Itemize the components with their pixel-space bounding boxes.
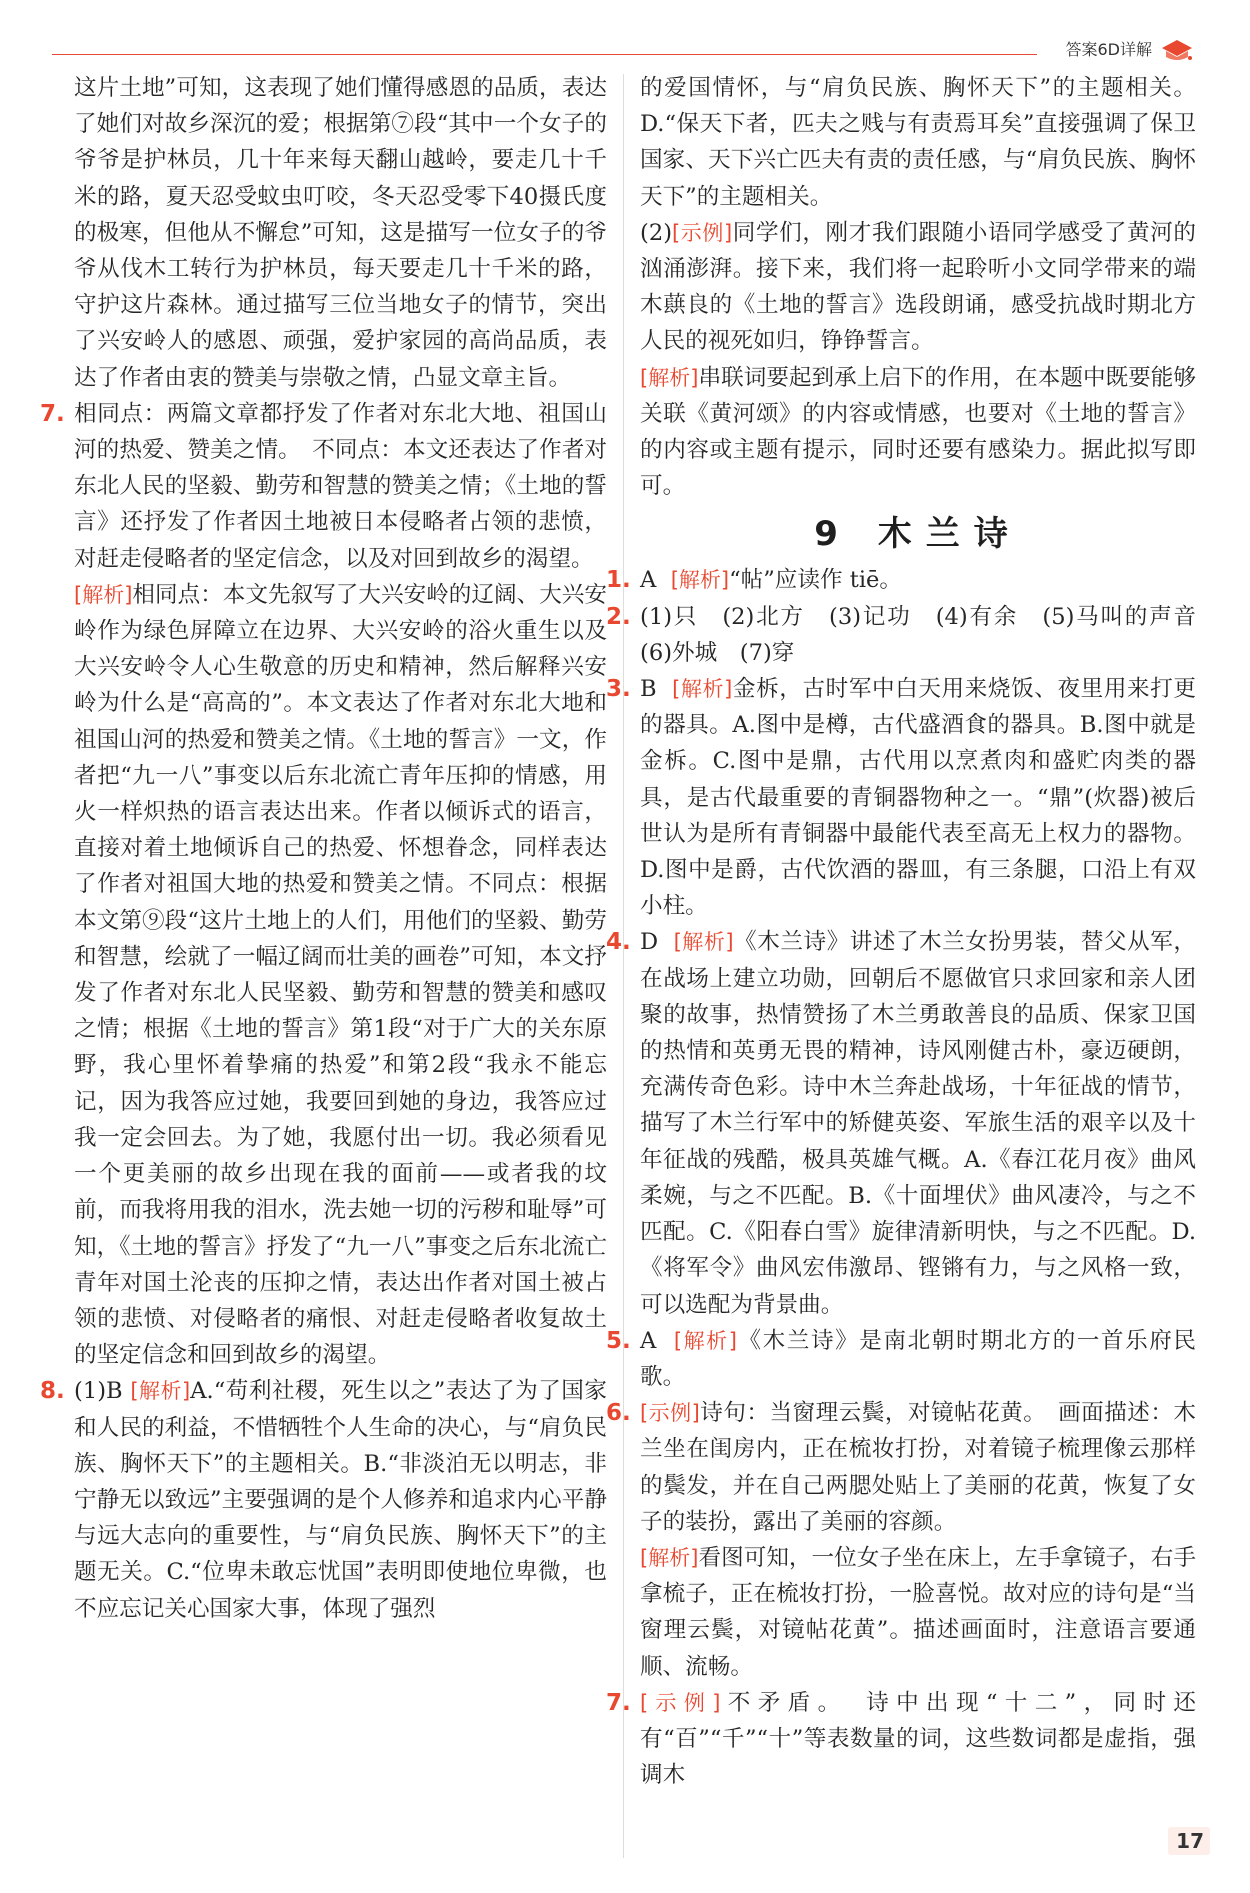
analysis-text: A.“苟利社稷，死生以之”表达了为了国家和人民的利益，不惜牺牲个人生命的决心，与“肩负民族、胸怀天下”的主题相关。B.“非淡泊无以明志，非宁静无以致远”主要强调的是个人修养和追求内心平静与远大志向的重要性，与“肩负民族、胸怀天下”的主题无关。C.“位卑未敢忘忧国”表明即使地位卑微，也不应忘记关心国家大事，体现了强烈 bbox=[74, 1378, 607, 1622]
left-column bbox=[40, 70, 607, 1627]
analysis-text: “帖”应读作 tiē。 bbox=[729, 567, 903, 594]
example-tag: [示例] bbox=[640, 1401, 700, 1426]
section-title: 9 木兰诗 bbox=[814, 514, 1022, 555]
header-label-text: 答案6D详解 bbox=[1065, 40, 1152, 59]
analysis-text: 相同点：本文先叙写了大兴安岭的辽阔、大兴安岭作为绿色屏障立在边界、大兴安岭的浴火重生以及大兴安岭令人心生敬意的历史和精神，然后解释兴安岭为什么是“高高的”。本文表达了作者对东北大地和祖国山河的热爱和赞美之情。《土地的誓言》一文，作者把“九一八”事变以后东北流亡青年压抑的情感，用火一样炽热的语言表达出来。作者以倾诉式的语言，直接对着土地倾诉自己的热爱、怀想眷念，同样表达了作者对祖国大地的热爱和赞美之情。不同点：根据本文第⑨段“这片土地上的人们，用他们的坚毅、勤劳和智慧，绘就了一幅辽阔而壮美的画卷”可知，本文抒发了作者对东北人民坚毅、勤劳和智慧的赞美和感叹之情；根据《土地的誓言》第1段“对于广大的关东原野，我心里怀着挚痛的热爱”和第2段“我永不能忘记，因为我答应过她，我要回到她的身边，我答应过我一定会回去。为了她，我愿付出一切。我必须看见一个更美丽的故乡出现在我的面前——或者我的坟前，而我将用我的泪水，洗去她一切的污秽和耻辱”可知，《土地的誓言》抒发了“九一八”事变之后东北流亡青年对国土沦丧的压抑之情，表达出作者对国土被占领的悲愤、对侵略者的痛恨、对赶走侵略者收复故土的坚定信念和回到故乡的渴望。 bbox=[74, 581, 607, 1369]
question-5 bbox=[606, 1323, 1196, 1395]
question-7 bbox=[40, 396, 607, 1373]
question-1 bbox=[606, 562, 1196, 598]
analysis-tag: [解析] bbox=[670, 568, 730, 593]
answer-text: A bbox=[640, 1327, 657, 1354]
analysis-text: 串联词要起到承上启下的作用，在本题中既要能够关联《黄河颂》的内容或情感，也要对《土地的誓言》的内容或主题有提示，同时还要有感染力。据此拟写即可。 bbox=[640, 364, 1196, 500]
answer-text: D bbox=[640, 929, 659, 956]
analysis-text: 金柝，古时军中白天用来烧饭、夜里用来打更的器具。A.图中是樽，古代盛酒食的器具。B.图中就是金柝。C.图中是鼎，古代用以烹煮肉和盛贮肉类的器具，是古代最重要的青铜器物种之一。“鼎”(炊器)被后世认为是所有青铜器中最能代表至高无上权力的器物。D.图中是爵，古代饮酒的器皿，有三条腿，口沿上有双小柱。 bbox=[640, 676, 1196, 920]
question-4 bbox=[606, 924, 1197, 1322]
question-8-part-2-analysis bbox=[640, 360, 1196, 505]
question-8-part-2 bbox=[640, 215, 1196, 360]
question-8-answer bbox=[74, 1373, 607, 1626]
analysis-tag: [解析] bbox=[673, 1328, 737, 1353]
answer-text: 相同点：两篇文章都抒发了作者对东北大地、祖国山河的热爱、赞美之情。 不同点：本文还表达了作者对东北人民的坚毅、勤劳和智慧的赞美之情；《土地的誓言》还抒发了作者因土地被日本侵略者占领的悲愤，对赶走侵略者的坚定信念，以及对回到故乡的渴望。 bbox=[74, 400, 607, 572]
question-number: 4. bbox=[606, 929, 631, 956]
question-2 bbox=[606, 599, 1219, 671]
question-7-content bbox=[640, 1685, 1196, 1794]
question-1-content bbox=[640, 562, 1196, 598]
header-rule bbox=[52, 54, 1037, 55]
analysis-text: 《木兰诗》是南北朝时期北方的一首乐府民歌。 bbox=[640, 1327, 1196, 1390]
analysis-tag: [解析] bbox=[673, 930, 734, 955]
page-number: 17 bbox=[1168, 1827, 1210, 1855]
header-label bbox=[1057, 40, 1152, 60]
question-7-right bbox=[606, 1685, 1196, 1794]
question-3 bbox=[606, 671, 1196, 924]
question-8 bbox=[40, 1373, 607, 1626]
left-continued-paragraph: 这片土地”可知，这表现了她们懂得感恩的品质，表达了她们对故乡深沉的爱；根据第⑦段“其中一个女子的爷爷是护林员，几十年来每天翻山越岭，要走几十千米的路，夏天忍受蚊虫叮咬，冬天忍受零下40摄氏度的极寒，但他从不懈怠”可知，这是描写一位女子的爷爷从伐木工转行为护林员，每天要走几十千米的路，守护这片森林。通过描写三位当地女子的情节，突出了兴安岭人的感恩、顽强，爱护家园的高尚品质，表达了作者由衷的赞美与崇敬之情，凸显文章主旨。 bbox=[74, 75, 607, 391]
question-number: 5. bbox=[606, 1327, 631, 1354]
question-number: 2. bbox=[606, 603, 631, 630]
example-tag: [示例] bbox=[672, 220, 733, 245]
part-prefix: (2) bbox=[640, 219, 673, 246]
analysis-tag: [解析] bbox=[74, 582, 133, 607]
question-6-analysis bbox=[640, 1540, 1196, 1685]
right-column bbox=[606, 70, 1219, 1793]
question-4-content bbox=[640, 924, 1196, 1322]
answer-text: (1)B bbox=[74, 1378, 123, 1405]
question-number: 7. bbox=[606, 1689, 631, 1716]
question-number: 7. bbox=[40, 400, 65, 427]
question-3-content bbox=[640, 671, 1196, 924]
answer-text: A bbox=[640, 567, 657, 594]
answer-text: 同学们，刚才我们跟随小语同学感受了黄河的汹涌澎湃。接下来，我们将一起聆听小文同学带来的端木蕻良的《土地的誓言》选段朗诵，感受抗战时期北方人民的视死如归，铮铮誓言。 bbox=[640, 219, 1197, 355]
question-number: 3. bbox=[606, 676, 631, 703]
question-7-answer bbox=[74, 396, 607, 577]
right-continued-paragraph: 的爱国情怀，与“肩负民族、胸怀天下”的主题相关。D.“保天下者，匹夫之贱与有责焉耳矣”直接强调了保卫国家、天下兴亡匹夫有责的责任感，与“肩负民族、胸怀天下”的主题相关。 bbox=[640, 75, 1196, 210]
analysis-tag: [解析] bbox=[640, 1545, 699, 1570]
analysis-tag: [解析] bbox=[130, 1379, 191, 1404]
answer-text: B bbox=[640, 676, 657, 703]
question-2-content bbox=[640, 599, 1219, 671]
analysis-tag: [解析] bbox=[640, 365, 699, 390]
analysis-text: 《木兰诗》讲述了木兰女扮男装，替父从军，在战场上建立功勋，回朝后不愿做官只求回家和亲人团聚的故事，热情赞扬了木兰勇敢善良的品质、保家卫国的热情和英勇无畏的精神，诗风刚健古朴，豪迈硬朗，充满传奇色彩。诗中木兰奔赴战场，十年征战的情节，描写了木兰行军中的矫健英姿、军旅生活的艰辛以及十年征战的残酷，极具英雄气概。A.《春江花月夜》曲风柔婉，与之不匹配。B.《十面埋伏》曲风凄冷，与之不匹配。C.《阳春白雪》旋律清新明快，与之不匹配。D.《将军令》曲风宏伟激昂、铿锵有力，与之风格一致，可以选配为背景曲。 bbox=[640, 929, 1197, 1318]
analysis-text: 看图可知，一位女子坐在床上，左手拿镜子，右手拿梳子，正在梳妆打扮，一脸喜悦。故对应的诗句是“当窗理云鬓，对镜帖花黄”。描述画面时，注意语言要通顺、流畅。 bbox=[640, 1544, 1196, 1680]
question-5-content bbox=[640, 1323, 1196, 1395]
answer-text: (1)只 (2)北方 (3)记功 (4)有余 (5)马叫的声音 (6)外城 (7)穿 bbox=[640, 603, 1219, 666]
analysis-tag: [解析] bbox=[672, 677, 733, 702]
question-number: 6. bbox=[606, 1400, 631, 1427]
question-number: 1. bbox=[606, 567, 631, 594]
answer-text: 不矛盾。 诗中出现“十二”，同时还有“百”“千”“十”等表数量的词，这些数词都是虚指，强调木 bbox=[640, 1689, 1196, 1789]
question-6-answer bbox=[640, 1395, 1196, 1540]
question-number: 8. bbox=[40, 1378, 65, 1405]
column-divider bbox=[623, 74, 624, 1858]
question-6 bbox=[606, 1395, 1196, 1685]
book-logo-icon bbox=[1160, 36, 1194, 64]
example-tag: [示例] bbox=[640, 1690, 721, 1715]
question-7-analysis bbox=[74, 577, 607, 1373]
answer-text: 诗句：当窗理云鬓，对镜帖花黄。 画面描述：木兰坐在闺房内，正在梳妆打扮，对着镜子梳理像云那样的鬓发，并在自己两腮处贴上了美丽的花黄，恢复了女子的装扮，露出了美丽的容颜。 bbox=[640, 1400, 1196, 1535]
